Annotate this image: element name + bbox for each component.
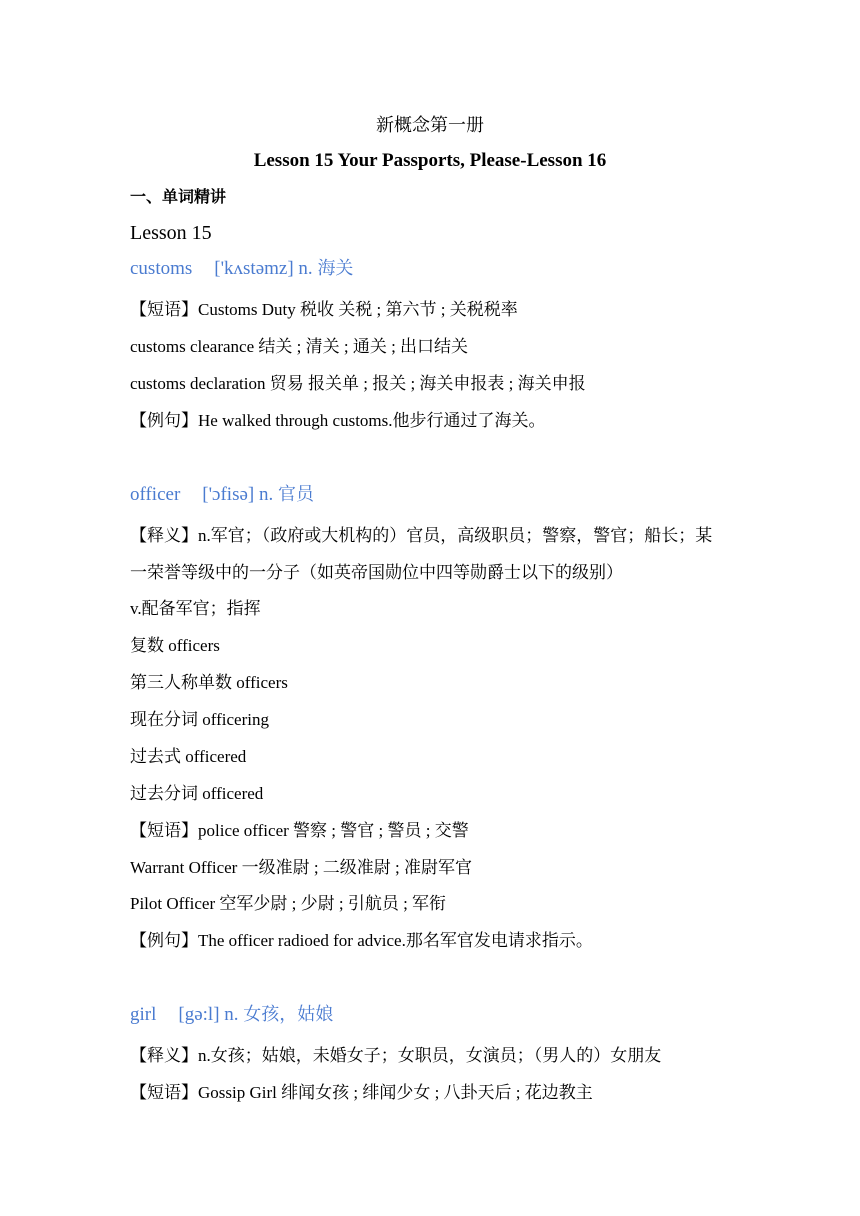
phonetic: ['kʌstəmz] n. [214, 258, 313, 279]
entry-line: 【释义】n.女孩；姑娘，未婚女子；女职员，女演员；（男人的）女朋友 [130, 1046, 662, 1065]
entry-line: 过去分词 officered [130, 784, 264, 803]
headword: officer [130, 484, 181, 505]
lesson-title: Lesson 15 Your Passports, Please-Lesson 16 [253, 150, 607, 171]
phonetic: ['ɔfisə] n. [202, 484, 274, 505]
entry-line: customs declaration 贸易 报关单 ; 报关 ; 海关申报表 ; 海关申报 [130, 374, 586, 393]
lesson-label: Lesson 15 [130, 222, 212, 244]
entry-line: 【短语】police officer 警察 ; 警官 ; 警员 ; 交警 [130, 821, 469, 840]
entry-line: 【短语】Gossip Girl 绯闻女孩 ; 绯闻少女 ; 八卦天后 ; 花边教主 [130, 1083, 593, 1102]
entry-line: v.配备军官；指挥 [130, 599, 261, 618]
entry-line: 过去式 officered [130, 747, 247, 766]
entry-line: 现在分词 officering [130, 710, 269, 729]
headword-meaning: 官员 [278, 484, 314, 505]
headword-officer [130, 484, 314, 506]
entry-line: Pilot Officer 空军少尉 ; 少尉 ; 引航员 ; 军衔 [130, 894, 447, 913]
headword-meaning: 女孩，姑娘 [243, 1004, 334, 1025]
headword: customs [130, 258, 193, 279]
entry-line: 第三人称单数 officers [130, 673, 288, 692]
headword-customs [130, 258, 353, 280]
entry-line: 【短语】Customs Duty 税收 关税 ; 第六节 ; 关税税率 [130, 300, 518, 319]
entry-line: 【例句】He walked through customs.他步行通过了海关。 [130, 411, 546, 430]
book-title: 新概念第一册 [376, 115, 484, 135]
headword-girl [130, 1004, 333, 1026]
section-title: 一、单词精讲 [130, 187, 227, 206]
headword-meaning: 海关 [317, 258, 354, 279]
entry-line: customs clearance 结关 ; 清关 ; 通关 ; 出口结关 [130, 337, 469, 356]
entry-line: 一荣誉等级中的一分子（如英帝国勋位中四等勋爵士以下的级别） [130, 563, 623, 582]
entry-line: 【例句】The officer radioed for advice.那名军官发电请求指示。 [130, 931, 593, 950]
entry-line: 复数 officers [130, 636, 220, 655]
phonetic: [gə:l] n. [178, 1004, 239, 1025]
entry-line: 【释义】n.军官；（政府或大机构的）官员，高级职员；警察，警官；船长；某 [130, 526, 713, 545]
entry-line: Warrant Officer 一级准尉 ; 二级准尉 ; 准尉军官 [130, 858, 473, 877]
headword: girl [130, 1004, 157, 1025]
